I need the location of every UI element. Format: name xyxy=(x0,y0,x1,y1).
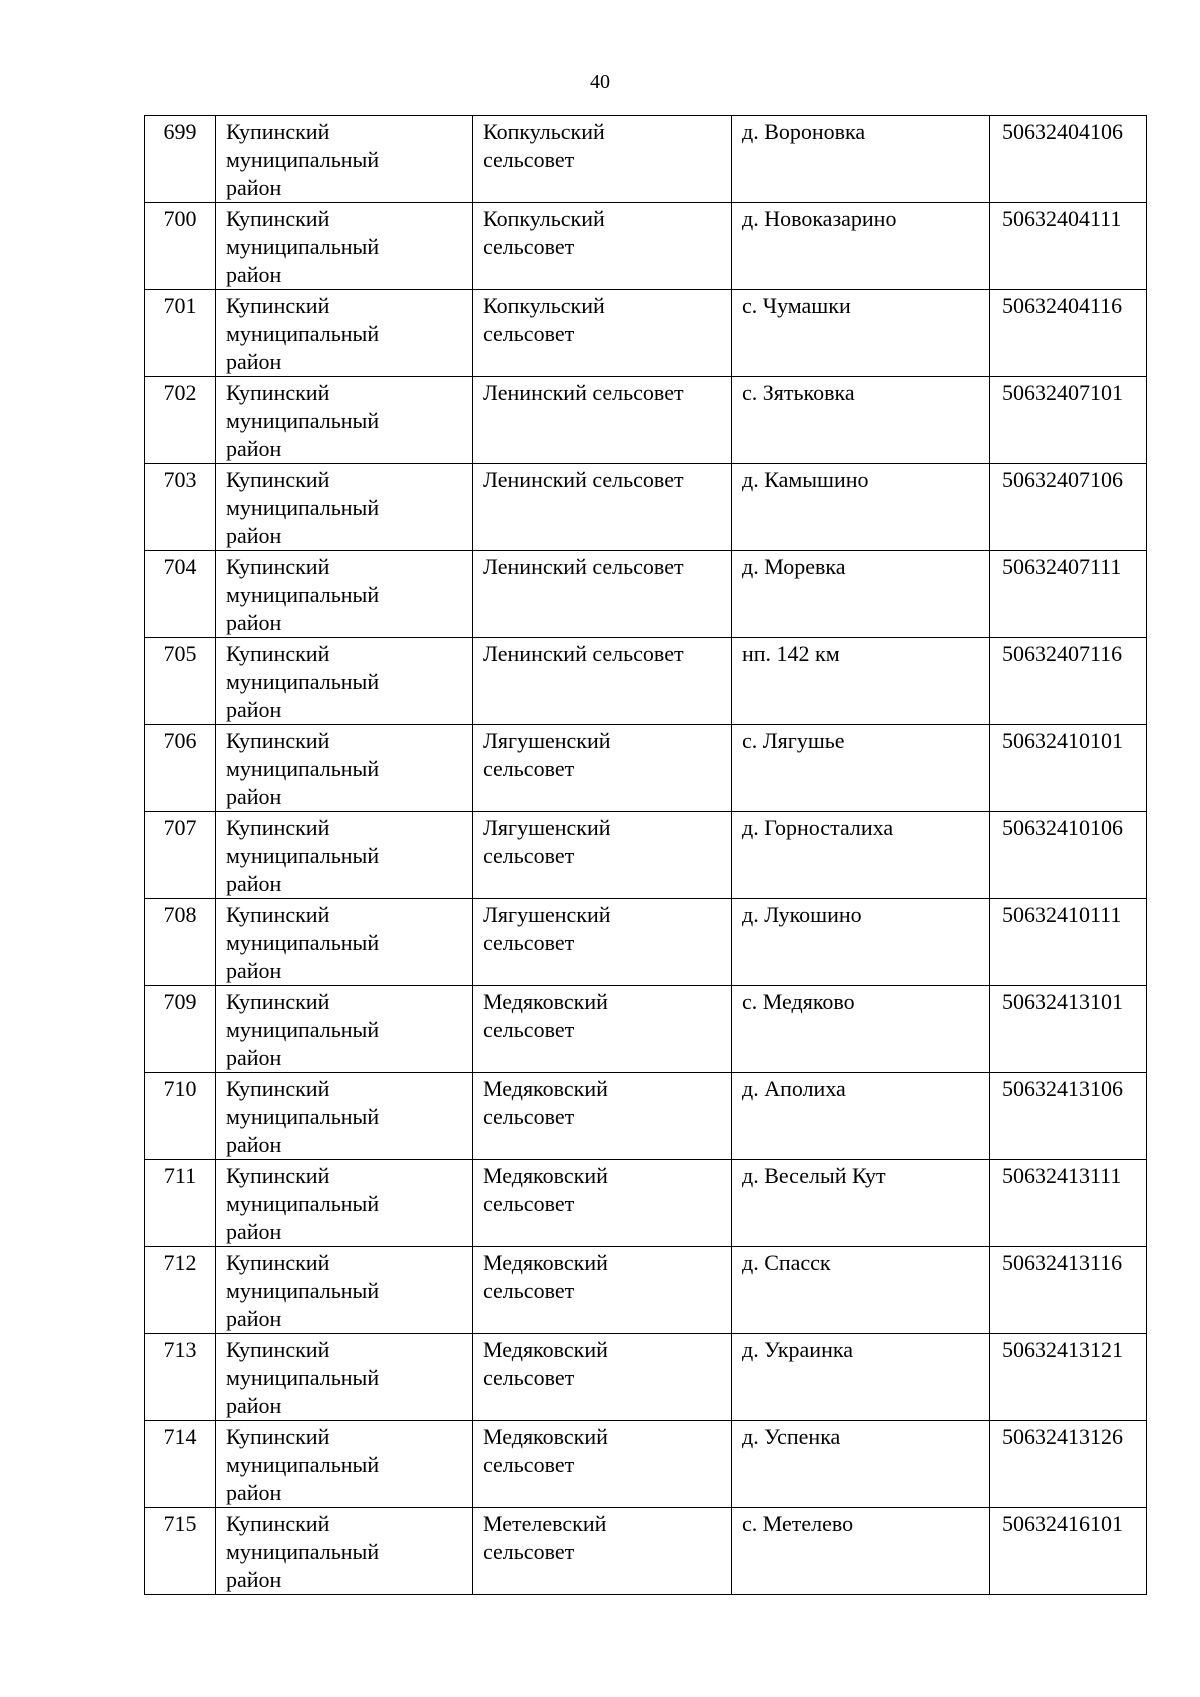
council-text-line: сельсовет xyxy=(483,1539,575,1564)
district-cell xyxy=(216,1247,473,1334)
district-text-line: Купинский xyxy=(226,1337,330,1362)
council-text-line: сельсовет xyxy=(483,756,575,781)
district-text-line: муниципальный xyxy=(226,1539,380,1564)
council-text-line: сельсовет xyxy=(483,1017,575,1042)
oktmo-code-cell: 50632407106 xyxy=(990,464,1147,551)
oktmo-code-cell: 50632404111 xyxy=(990,203,1147,290)
district-text-line: муниципальный xyxy=(226,495,380,520)
oktmo-code-cell: 50632404106 xyxy=(990,116,1147,203)
row-number-cell: 701 xyxy=(145,290,216,377)
row-number-cell: 707 xyxy=(145,812,216,899)
district-text-line: район xyxy=(226,1567,282,1592)
council-cell xyxy=(473,1073,732,1160)
council-text-line: Копкульский xyxy=(483,293,605,318)
table-body xyxy=(145,116,1147,1595)
district-cell xyxy=(216,1508,473,1595)
table-row xyxy=(145,1334,1147,1421)
district-text-line: Купинский xyxy=(226,380,330,405)
settlement-cell: д. Успенка xyxy=(732,1421,990,1508)
district-text-line: район xyxy=(226,1480,282,1505)
council-text-line: Медяковский xyxy=(483,1250,608,1275)
district-cell xyxy=(216,203,473,290)
table-row xyxy=(145,377,1147,464)
district-cell xyxy=(216,1421,473,1508)
council-cell xyxy=(473,290,732,377)
council-cell xyxy=(473,725,732,812)
council-text-line: Ленинский сельсовет xyxy=(483,554,684,579)
row-number-cell: 710 xyxy=(145,1073,216,1160)
oktmo-code-cell: 50632410106 xyxy=(990,812,1147,899)
district-text-line: Купинский xyxy=(226,1076,330,1101)
district-text-line: район xyxy=(226,697,282,722)
district-text-line: Купинский xyxy=(226,989,330,1014)
district-text-line: муниципальный xyxy=(226,582,380,607)
table-row xyxy=(145,1160,1147,1247)
district-text-line: район xyxy=(226,1045,282,1070)
row-number-cell: 713 xyxy=(145,1334,216,1421)
council-text-line: сельсовет xyxy=(483,321,575,346)
district-text-line: муниципальный xyxy=(226,1104,380,1129)
council-cell xyxy=(473,203,732,290)
table-row xyxy=(145,203,1147,290)
district-text-line: муниципальный xyxy=(226,408,380,433)
council-text-line: сельсовет xyxy=(483,1104,575,1129)
council-text-line: сельсовет xyxy=(483,1278,575,1303)
table-row xyxy=(145,725,1147,812)
row-number-cell: 705 xyxy=(145,638,216,725)
district-text-line: муниципальный xyxy=(226,1365,380,1390)
table-row xyxy=(145,551,1147,638)
district-cell xyxy=(216,986,473,1073)
council-text-line: Медяковский xyxy=(483,1076,608,1101)
table-row xyxy=(145,464,1147,551)
district-text-line: муниципальный xyxy=(226,930,380,955)
district-text-line: муниципальный xyxy=(226,1278,380,1303)
council-cell xyxy=(473,1334,732,1421)
district-cell xyxy=(216,1160,473,1247)
row-number-cell: 714 xyxy=(145,1421,216,1508)
council-text-line: Медяковский xyxy=(483,1163,608,1188)
council-text-line: Медяковский xyxy=(483,989,608,1014)
settlement-cell: с. Медяково xyxy=(732,986,990,1073)
district-text-line: район xyxy=(226,1393,282,1418)
council-text-line: сельсовет xyxy=(483,843,575,868)
district-cell xyxy=(216,464,473,551)
district-text-line: муниципальный xyxy=(226,843,380,868)
council-text-line: Метелевский xyxy=(483,1511,607,1536)
district-text-line: район xyxy=(226,175,282,200)
council-cell xyxy=(473,899,732,986)
settlement-cell: д. Украинка xyxy=(732,1334,990,1421)
district-cell xyxy=(216,725,473,812)
row-number-cell: 706 xyxy=(145,725,216,812)
oktmo-code-cell: 50632410111 xyxy=(990,899,1147,986)
council-text-line: Копкульский xyxy=(483,119,605,144)
district-text-line: муниципальный xyxy=(226,756,380,781)
council-text-line: Ленинский сельсовет xyxy=(483,380,684,405)
table-row xyxy=(145,638,1147,725)
settlement-cell: нп. 142 км xyxy=(732,638,990,725)
row-number-cell: 703 xyxy=(145,464,216,551)
row-number-cell: 715 xyxy=(145,1508,216,1595)
district-cell xyxy=(216,377,473,464)
district-text-line: Купинский xyxy=(226,293,330,318)
district-text-line: район xyxy=(226,871,282,896)
table-row xyxy=(145,812,1147,899)
oktmo-code-cell: 50632413111 xyxy=(990,1160,1147,1247)
council-cell xyxy=(473,1421,732,1508)
oktmo-code-cell: 50632407101 xyxy=(990,377,1147,464)
district-text-line: Купинский xyxy=(226,1424,330,1449)
row-number-cell: 699 xyxy=(145,116,216,203)
settlement-cell: с. Зятьковка xyxy=(732,377,990,464)
settlement-cell: с. Чумашки xyxy=(732,290,990,377)
district-text-line: муниципальный xyxy=(226,321,380,346)
council-cell xyxy=(473,464,732,551)
settlement-cell: д. Спасск xyxy=(732,1247,990,1334)
table-row xyxy=(145,116,1147,203)
table-row xyxy=(145,290,1147,377)
table-row xyxy=(145,1247,1147,1334)
district-text-line: муниципальный xyxy=(226,1017,380,1042)
district-text-line: Купинский xyxy=(226,119,330,144)
district-text-line: муниципальный xyxy=(226,234,380,259)
settlement-cell: д. Моревка xyxy=(732,551,990,638)
settlement-cell: д. Новоказарино xyxy=(732,203,990,290)
district-text-line: район xyxy=(226,1219,282,1244)
district-text-line: район xyxy=(226,262,282,287)
row-number-cell: 709 xyxy=(145,986,216,1073)
row-number-cell: 704 xyxy=(145,551,216,638)
oktmo-code-cell: 50632413106 xyxy=(990,1073,1147,1160)
oktmo-code-cell: 50632413121 xyxy=(990,1334,1147,1421)
settlement-cell: с. Метелево xyxy=(732,1508,990,1595)
oktmo-code-cell: 50632413116 xyxy=(990,1247,1147,1334)
settlement-cell: д. Камышино xyxy=(732,464,990,551)
oktmo-code-cell: 50632407116 xyxy=(990,638,1147,725)
table-row xyxy=(145,1421,1147,1508)
table-row xyxy=(145,1508,1147,1595)
settlement-cell: д. Аполиха xyxy=(732,1073,990,1160)
council-text-line: Медяковский xyxy=(483,1337,608,1362)
row-number-cell: 700 xyxy=(145,203,216,290)
district-cell xyxy=(216,812,473,899)
district-cell xyxy=(216,638,473,725)
district-text-line: Купинский xyxy=(226,1163,330,1188)
district-text-line: район xyxy=(226,523,282,548)
district-cell xyxy=(216,1073,473,1160)
district-text-line: район xyxy=(226,436,282,461)
district-text-line: муниципальный xyxy=(226,1452,380,1477)
page-number: 40 xyxy=(590,71,610,93)
council-cell xyxy=(473,986,732,1073)
settlements-table xyxy=(144,115,1147,1595)
district-text-line: Купинский xyxy=(226,902,330,927)
district-text-line: район xyxy=(226,610,282,635)
district-text-line: район xyxy=(226,958,282,983)
oktmo-code-cell: 50632413126 xyxy=(990,1421,1147,1508)
table-row xyxy=(145,899,1147,986)
council-cell xyxy=(473,1247,732,1334)
council-cell xyxy=(473,812,732,899)
council-text-line: сельсовет xyxy=(483,1365,575,1390)
council-cell xyxy=(473,1160,732,1247)
district-cell xyxy=(216,116,473,203)
district-cell xyxy=(216,551,473,638)
settlement-cell: д. Вороновка xyxy=(732,116,990,203)
council-text-line: Ленинский сельсовет xyxy=(483,467,684,492)
council-cell xyxy=(473,1508,732,1595)
district-text-line: муниципальный xyxy=(226,147,380,172)
row-number-cell: 711 xyxy=(145,1160,216,1247)
council-text-line: Медяковский xyxy=(483,1424,608,1449)
council-text-line: сельсовет xyxy=(483,234,575,259)
settlement-cell: с. Лягушье xyxy=(732,725,990,812)
district-cell xyxy=(216,1334,473,1421)
council-text-line: сельсовет xyxy=(483,1452,575,1477)
council-text-line: Лягушенский xyxy=(483,728,611,753)
council-text-line: сельсовет xyxy=(483,1191,575,1216)
oktmo-code-cell: 50632416101 xyxy=(990,1508,1147,1595)
district-cell xyxy=(216,290,473,377)
district-text-line: Купинский xyxy=(226,554,330,579)
district-text-line: Купинский xyxy=(226,206,330,231)
district-text-line: Купинский xyxy=(226,467,330,492)
row-number-cell: 702 xyxy=(145,377,216,464)
district-text-line: Купинский xyxy=(226,728,330,753)
council-text-line: Копкульский xyxy=(483,206,605,231)
district-text-line: Купинский xyxy=(226,815,330,840)
council-text-line: Ленинский сельсовет xyxy=(483,641,684,666)
oktmo-code-cell: 50632413101 xyxy=(990,986,1147,1073)
district-text-line: муниципальный xyxy=(226,669,380,694)
district-text-line: Купинский xyxy=(226,641,330,666)
council-cell xyxy=(473,551,732,638)
table-row xyxy=(145,1073,1147,1160)
row-number-cell: 708 xyxy=(145,899,216,986)
council-text-line: Лягушенский xyxy=(483,902,611,927)
council-text-line: сельсовет xyxy=(483,930,575,955)
settlement-cell: д. Горносталиха xyxy=(732,812,990,899)
table-row xyxy=(145,986,1147,1073)
council-cell xyxy=(473,377,732,464)
district-text-line: район xyxy=(226,1132,282,1157)
council-cell xyxy=(473,638,732,725)
council-text-line: Лягушенский xyxy=(483,815,611,840)
district-cell xyxy=(216,899,473,986)
district-text-line: район xyxy=(226,349,282,374)
oktmo-code-cell: 50632404116 xyxy=(990,290,1147,377)
council-cell xyxy=(473,116,732,203)
district-text-line: район xyxy=(226,1306,282,1331)
settlement-cell: д. Веселый Кут xyxy=(732,1160,990,1247)
row-number-cell: 712 xyxy=(145,1247,216,1334)
district-text-line: район xyxy=(226,784,282,809)
council-text-line: сельсовет xyxy=(483,147,575,172)
district-text-line: Купинский xyxy=(226,1511,330,1536)
oktmo-code-cell: 50632407111 xyxy=(990,551,1147,638)
settlement-cell: д. Лукошино xyxy=(732,899,990,986)
oktmo-code-cell: 50632410101 xyxy=(990,725,1147,812)
district-text-line: Купинский xyxy=(226,1250,330,1275)
district-text-line: муниципальный xyxy=(226,1191,380,1216)
